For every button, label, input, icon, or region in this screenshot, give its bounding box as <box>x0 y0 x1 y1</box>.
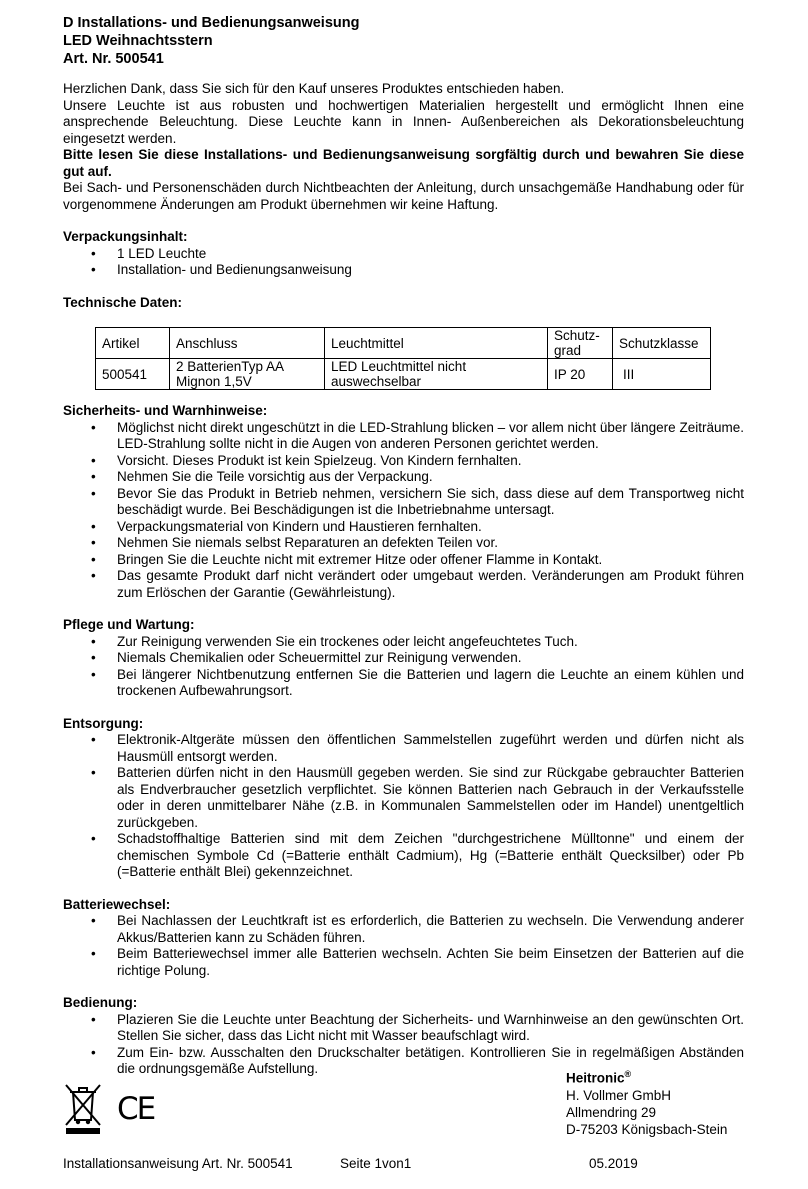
list-item: • Bei Nachlassen der Leuchtkraft ist es erforderlich, die Batterien zu wechseln. Die Verwendung anderer Akkus/Batterien kann zu Schäden führen. <box>63 913 744 946</box>
battery-heading: Batteriewechsel: <box>63 896 171 912</box>
packaging-heading: Verpackungsinhalt: <box>63 229 188 244</box>
list-item: • Plazieren Sie die Leuchte unter Beachtung der Sicherheits- und Warnhinweise an den gewünschten Ort. Stellen Sie sicher, dass das Licht nicht mit Wasser beaufschlagt wird. <box>63 1012 744 1045</box>
list-item: • Beim Batteriewechsel immer alle Batterien wechseln. Achten Sie beim Einsetzen der Batterien auf die richtige Polung. <box>63 946 744 979</box>
intro-liability: Bei Sach- und Personenschäden durch Nichtbeachten der Anleitung, durch unsachgemäße Handhabung oder für vorgenommene Änderungen am Produkt übernehmen wir keine Haftung. <box>63 180 744 212</box>
list-item: • Bevor Sie das Produkt in Betrieb nehmen, versichern Sie sich, dass diese auf dem Transportweg nicht beschädigt wurde. Bei Beschädigungen ist die Inbetriebnahme untersagt. <box>63 486 744 519</box>
certification-icons <box>63 1082 163 1143</box>
list-item: • Schadstoffhaltige Batterien sind mit dem Zeichen "durchgestrichene Mülltonne" und einem der chemischen Symbole Cd (=Batterie enthält Cadmium), Hg (=Batterie enthält Quecksilber) oder Pb (=Batterie enthält Blei) gekennzeichnet. <box>63 831 744 881</box>
care-list <box>63 634 744 700</box>
intro-description: Unsere Leuchte ist aus robusten und hochwertigen Materialien hergestellt und ermöglicht Ihnen eine ansprechende Beleuchtung. Diese Leuchte kann in Innen- Außenbereichen als Dekorationsbeleuchtung eingesetzt werden. <box>63 97 744 146</box>
company-brand: Heitronic® <box>566 1069 632 1086</box>
doc-title-line2: LED Weihnachtsstern <box>63 33 213 49</box>
cell-anschluss: 2 BatterienTyp AA Mignon 1,5V <box>170 359 325 390</box>
company-street: Allmendring 29 <box>566 1104 657 1120</box>
list-item: • Bei längerer Nichtbenutzung entfernen Sie die Batterien und lagern die Leuchte an einem kühlen und trockenen Aufbewahrungsort. <box>63 667 744 700</box>
document-page <box>63 14 744 1078</box>
list-item: • Elektronik-Altgeräte müssen den öffentlichen Sammelstellen zugeführt werden und dürfen nicht als Hausmüll entsorgt werden. <box>63 732 744 765</box>
intro <box>63 81 744 213</box>
list-item: • Zum Ein- bzw. Ausschalten den Druckschalter betätigen. Kontrollieren Sie in regelmäßigen Abständen die ordnungsgemäße Aufstellung. <box>63 1045 744 1078</box>
tech-heading: Technische Daten: <box>63 294 183 310</box>
table-row <box>96 359 711 390</box>
col-anschluss: Anschluss <box>170 328 325 359</box>
list-item: • Nehmen Sie die Teile vorsichtig aus der Verpackung. <box>63 469 744 486</box>
safety-heading: Sicherheits- und Warnhinweise: <box>63 403 268 418</box>
intro-thanks: Herzlichen Dank, dass Sie sich für den Kauf unseres Produktes entschieden haben. <box>63 81 565 96</box>
list-item: • Installation- und Bedienungsanweisung <box>63 262 744 279</box>
col-artikel: Artikel <box>96 328 170 359</box>
cell-schutzgrad: IP 20 <box>548 359 613 390</box>
cell-leuchtmittel: LED Leuchtmittel nicht auswechselbar <box>325 359 548 390</box>
footer-page-number: Seite 1von1 <box>340 1156 412 1171</box>
list-item: • Nehmen Sie niemals selbst Reparaturen an defekten Teilen vor. <box>63 535 744 552</box>
registered-mark: ® <box>624 1069 632 1079</box>
col-leuchtmittel: Leuchtmittel <box>325 328 548 359</box>
packaging-list <box>63 246 744 279</box>
list-item: • Verpackungsmaterial von Kindern und Haustieren fernhalten. <box>63 519 744 536</box>
company-name: H. Vollmer GmbH <box>566 1087 672 1103</box>
footer-date: 05.2019 <box>589 1156 638 1171</box>
tech-table <box>95 327 711 390</box>
list-item: • Niemals Chemikalien oder Scheuermittel zur Reinigung verwenden. <box>63 650 744 667</box>
list-item: • 1 LED Leuchte <box>63 246 744 263</box>
intro-read-notice: Bitte lesen Sie diese Installations- und Bedienungsanweisung sorgfältig durch und bewahren Sie diese gut auf. <box>63 147 744 179</box>
list-item: • Zur Reinigung verwenden Sie ein trockenes oder leicht angefeuchtetes Tuch. <box>63 634 744 651</box>
care-heading: Pflege und Wartung: <box>63 617 195 632</box>
battery-list <box>63 913 744 979</box>
cell-artikel: 500541 <box>96 359 170 390</box>
table-header-row <box>96 328 711 359</box>
company-city: D-75203 Königsbach-Stein <box>566 1121 728 1137</box>
cell-schutzklasse: III <box>613 359 711 390</box>
list-item: • Batterien dürfen nicht in den Hausmüll gegeben werden. Sie sind zur Rückgabe gebrauchter Batterien als Endverbraucher gesetzlich verpflichtet. Sie können Batterien nach Gebrauch in der Verkaufsstelle oder in deren unmittelbarer Nähe (z.B. in Kommunalen Sammelstellen oder im Handel) unentgeltlich zurückgeben. <box>63 765 744 831</box>
company-address <box>566 1066 727 1138</box>
doc-title-line1: D Installations- und Bedienungsanweisung <box>63 15 360 31</box>
list-item: • Vorsicht. Dieses Produkt ist kein Spielzeug. Von Kindern fernhalten. <box>63 453 744 470</box>
safety-list <box>63 420 744 602</box>
list-item: • Möglichst nicht direkt ungeschützt in die LED-Strahlung blicken – vor allem nicht über längere Zeiträume. LED-Strahlung sollte nicht in die Augen von anderen Personen gerichtet werden. <box>63 420 744 453</box>
disposal-list <box>63 732 744 881</box>
col-schutzgrad: Schutz- grad <box>548 328 613 359</box>
doc-title-line3: Art. Nr. 500541 <box>63 51 164 67</box>
footer-doc-ref: Installationsanweisung Art. Nr. 500541 <box>63 1156 293 1171</box>
list-item: • Bringen Sie die Leuchte nicht mit extremer Hitze oder offener Flamme in Kontakt. <box>63 552 744 569</box>
col-schutzklasse: Schutzklasse <box>613 328 711 359</box>
disposal-heading: Entsorgung: <box>63 715 144 731</box>
ce-mark-icon: CE <box>117 1091 155 1127</box>
list-item: • Das gesamte Produkt darf nicht verändert oder umgebaut werden. Veränderungen am Produkt führen zum Erlöschen der Garantie (Gewährleistung). <box>63 568 744 601</box>
operation-heading: Bedienung: <box>63 995 138 1010</box>
